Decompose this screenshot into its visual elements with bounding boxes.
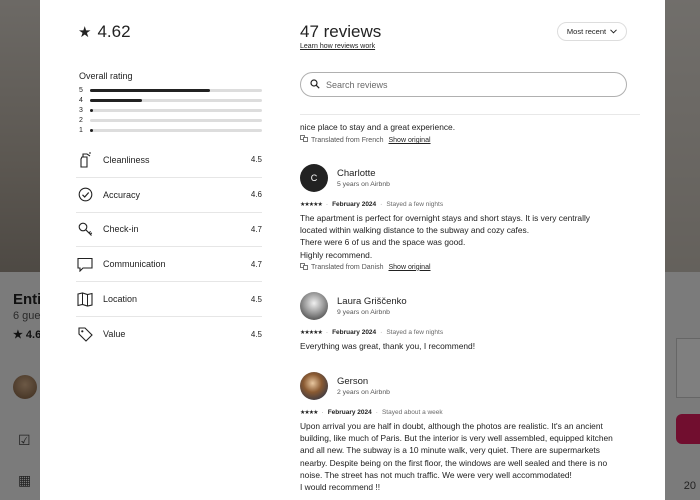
avatar-letter: C: [310, 173, 318, 183]
review-partial-text: nice place to stay and a great experience.: [300, 122, 456, 132]
map-icon: [76, 290, 94, 308]
review-line: located within walking distance to the subway and cozy cafes.: [300, 225, 530, 236]
average-rating-value: 4.62: [97, 22, 131, 41]
review-meta: [300, 329, 635, 336]
category-value: 4.5: [250, 294, 262, 304]
review-line: nearby. Despite being on the first floor, the windows are well sealed and there is no: [300, 457, 608, 468]
review-line: and all new. The subway is a 10 minute walk, very quiet. There are supermarkets: [300, 445, 600, 456]
rating-bar-track: [90, 119, 262, 122]
review-meta: [300, 409, 635, 416]
review-line: noise. The street has not much traffic. We were very well accommodated!: [300, 469, 572, 480]
review-header: [300, 372, 635, 400]
reviews-panel: [300, 0, 665, 500]
rating-distribution-row: [79, 125, 262, 135]
review-date: February 2024: [332, 201, 377, 208]
sort-dropdown[interactable]: [557, 22, 627, 41]
reviews-list[interactable]: [300, 115, 640, 500]
review-stars: ★★★★: [300, 410, 318, 416]
key-icon: [76, 220, 94, 238]
review-line: The apartment is perfect for overnight stays and short stays. It is very centrally: [300, 213, 590, 223]
search-reviews-field[interactable]: [300, 72, 627, 97]
tag-icon: [76, 325, 94, 343]
review-line: Upon arrival you are half in doubt, although the photos are realistic. It's an ancient: [300, 421, 603, 431]
rating-bar-track: [90, 89, 262, 92]
rating-star-count: 2: [79, 116, 83, 124]
learn-how-reviews-work-link[interactable]: Learn how reviews work: [300, 43, 376, 50]
reviews-count: 47 reviews: [300, 22, 382, 41]
show-original-link[interactable]: Show original: [388, 137, 431, 144]
dot-separator: ·: [325, 201, 329, 208]
category-value: 4.7: [250, 259, 262, 269]
rating-star-count: 5: [79, 87, 83, 95]
category-value: [76, 317, 262, 352]
review-header: [300, 292, 635, 320]
category-label: Value: [103, 329, 126, 340]
dot-separator: ·: [321, 409, 324, 416]
review-partial: [300, 121, 635, 147]
dot-separator: ·: [380, 329, 383, 336]
review-line: Everything was great, thank you, I recommend!: [300, 341, 476, 351]
search-input[interactable]: [326, 80, 606, 90]
review-date: February 2024: [327, 409, 372, 416]
reviewer-name: Laura Griščenko: [337, 296, 407, 307]
review-line: Highly recommend.: [300, 249, 373, 260]
chevron-down-icon: [610, 27, 617, 36]
category-communication: [76, 247, 262, 282]
rating-distribution-row: [79, 86, 262, 96]
review-line: I would recommend !!: [300, 482, 381, 493]
sort-label: Most recent: [566, 27, 607, 36]
rating-star-count: 4: [79, 97, 83, 105]
category-cleanliness: [76, 143, 262, 178]
rating-distribution-row: [79, 96, 262, 106]
reviewer-since: 9 years on Airbnb: [337, 309, 390, 316]
category-label: Cleanliness: [103, 154, 150, 165]
rating-bar-track: [90, 99, 262, 102]
category-label: Check-in: [103, 224, 139, 235]
dot-separator: ·: [380, 201, 383, 208]
review-text: [300, 420, 635, 493]
show-original-link[interactable]: Show original: [388, 263, 431, 271]
dot-separator: ·: [325, 329, 329, 336]
review-text: [300, 340, 635, 352]
reviewer-since: 2 years on Airbnb: [337, 389, 390, 396]
review-stay: Stayed about a week: [381, 409, 443, 416]
search-icon: [310, 76, 320, 94]
rating-bar-fill: [90, 129, 93, 132]
avatar[interactable]: [300, 292, 328, 320]
review-stay: Stayed a few nights: [386, 329, 444, 336]
category-value: 4.5: [250, 155, 262, 165]
review-line: building, like much of Paris. But the interior is very well assembled, equipped kitchen: [300, 433, 613, 444]
reviewer-name: Gerson: [337, 376, 369, 387]
chat-bubble-icon: [76, 255, 94, 273]
reviewer-name: Charlotte: [337, 168, 376, 179]
category-check-in: [76, 213, 262, 248]
star-icon: ★: [78, 24, 92, 41]
average-rating: [78, 22, 131, 42]
translation-label: Translated from Danish: [311, 263, 384, 271]
review-line: There were 6 of us and the space was good.: [300, 237, 466, 248]
translate-icon: [300, 135, 308, 147]
rating-bar-fill: [90, 89, 210, 92]
category-label: Communication: [103, 259, 166, 270]
translation-note: [300, 135, 635, 147]
review-item: [300, 372, 635, 493]
dot-separator: ·: [375, 409, 378, 416]
rating-summary-panel: [40, 0, 285, 500]
category-label: Location: [103, 294, 138, 305]
rating-bar-fill: [90, 99, 142, 102]
spray-bottle-icon: [76, 151, 94, 169]
review-stars: ★★★★★: [300, 330, 322, 336]
review-item: [300, 292, 635, 352]
category-value: 4.6: [250, 190, 262, 200]
avatar[interactable]: [300, 164, 328, 192]
category-label: Accuracy: [103, 189, 141, 200]
category-value: 4.5: [250, 329, 262, 339]
review-date: February 2024: [332, 329, 377, 336]
rating-distribution-row: [79, 106, 262, 116]
overall-rating-title: Overall rating: [79, 71, 133, 81]
reviews-modal: [40, 0, 665, 500]
review-stars: ★★★★★: [300, 202, 322, 208]
category-accuracy: [76, 178, 262, 213]
rating-star-count: 3: [79, 106, 83, 114]
rating-bar-track: [90, 129, 262, 132]
rating-bar-fill: [90, 109, 93, 112]
check-circle-icon: [76, 186, 94, 204]
category-value: 4.7: [250, 224, 262, 234]
category-ratings: [76, 143, 262, 352]
translation-label: Translated from French: [311, 137, 384, 144]
reviewer-since: 5 years on Airbnb: [337, 181, 390, 188]
review-item: [300, 164, 635, 272]
translate-icon: [300, 263, 308, 272]
review-header: [300, 164, 635, 192]
rating-star-count: 1: [79, 126, 83, 134]
avatar[interactable]: [300, 372, 328, 400]
rating-distribution: [79, 86, 262, 135]
rating-distribution-row: [79, 115, 262, 125]
review-text: [300, 212, 635, 261]
review-meta: [300, 201, 635, 208]
translation-note: [300, 263, 635, 272]
rating-bar-track: [90, 109, 262, 112]
category-location: [76, 282, 262, 317]
review-stay: Stayed a few nights: [386, 201, 444, 208]
